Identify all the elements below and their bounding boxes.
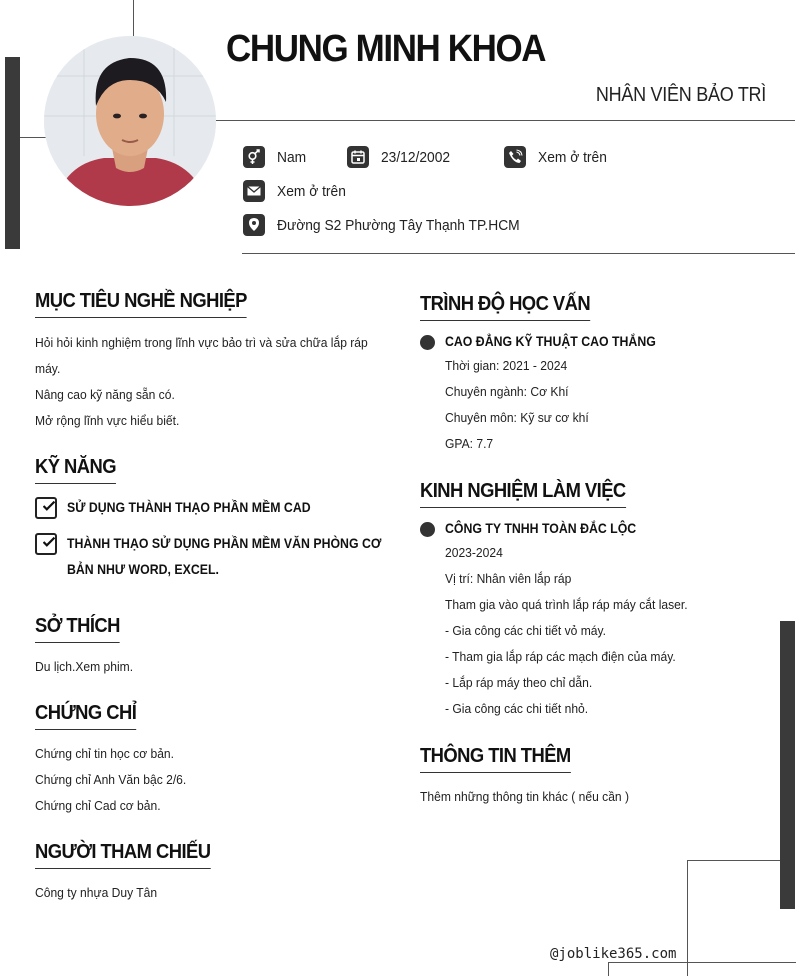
extra-info-line: Thêm những thông tin khác ( nếu cần ) — [420, 789, 630, 804]
skills-title: KỸ NĂNG — [35, 456, 116, 484]
phone-value: Xem ở trên — [538, 148, 607, 166]
experience-line: Tham gia vào quá trình lắp ráp máy cắt laser. — [445, 597, 688, 612]
experience-line: - Tham gia lắp ráp các mạch điện của máy. — [445, 649, 676, 664]
skill-item — [35, 533, 424, 582]
contact-birthday — [347, 146, 456, 168]
mail-icon — [243, 180, 265, 202]
experience-title: KINH NGHIỆM LÀM VIỆC — [420, 480, 626, 508]
hobbies-text — [35, 654, 133, 680]
contact-email — [243, 180, 352, 202]
watermark: @joblike365.com — [550, 946, 677, 962]
checkbox-checked-icon — [35, 533, 57, 555]
bottom-tick — [608, 962, 609, 976]
profile-photo — [44, 36, 216, 206]
objective-line: máy. — [35, 361, 61, 376]
top-vertical-line — [133, 0, 134, 36]
corner-box-top — [687, 860, 780, 861]
experience-line: - Lắp ráp máy theo chỉ dẫn. — [445, 675, 593, 690]
certificates-text — [35, 741, 186, 819]
birthday-value: 23/12/2002 — [381, 148, 451, 166]
education-details — [445, 353, 589, 457]
left-horizontal-line — [20, 137, 46, 138]
contact-gender — [243, 146, 309, 168]
skill-label: SỬ DỤNG THÀNH THẠO PHẦN MỀM CAD — [67, 499, 311, 515]
objective-text — [35, 330, 368, 434]
hobbies-title: SỞ THÍCH — [35, 615, 120, 643]
education-title: TRÌNH ĐỘ HỌC VẤN — [420, 293, 590, 321]
bullet-dot — [420, 335, 435, 350]
experience-line: 2023-2024 — [445, 545, 503, 560]
gender-value: Nam — [277, 148, 307, 166]
location-pin-icon — [243, 214, 265, 236]
certificate-line: Chứng chỉ tin học cơ bản. — [35, 746, 175, 761]
candidate-name: CHUNG MINH KHOA — [226, 28, 546, 70]
phone-icon — [504, 146, 526, 168]
extra-info-title: THÔNG TIN THÊM — [420, 745, 571, 773]
corner-box-left — [687, 860, 688, 976]
left-accent-bar — [5, 57, 20, 249]
education-line: Chuyên môn: Kỹ sư cơ khí — [445, 410, 589, 425]
experience-line: - Gia công các chi tiết vỏ máy. — [445, 623, 607, 638]
experience-details — [445, 540, 688, 722]
experience-line: - Gia công các chi tiết nhỏ. — [445, 701, 589, 716]
bottom-line — [608, 962, 796, 963]
gender-icon — [243, 146, 265, 168]
hobbies-line: Du lịch.Xem phim. — [35, 659, 134, 674]
experience-line: Vị trí: Nhân viên lắp ráp — [445, 571, 572, 586]
references-title: NGƯỜI THAM CHIẾU — [35, 841, 210, 869]
skill-label: BẢN NHƯ WORD, EXCEL. — [67, 561, 219, 577]
extra-info-text — [420, 784, 629, 810]
calendar-icon — [347, 146, 369, 168]
certificate-line: Chứng chỉ Cad cơ bản. — [35, 798, 161, 813]
contact-address — [243, 214, 541, 236]
education-line: GPA: 7.7 — [445, 436, 494, 451]
skill-label: THÀNH THẠO SỬ DỤNG PHẦN MỀM VĂN PHÒNG CƠ — [67, 535, 382, 551]
objective-line: Mở rộng lĩnh vực hiểu biết. — [35, 413, 180, 428]
reference-line: Công ty nhựa Duy Tân — [35, 885, 158, 900]
avatar — [44, 36, 216, 206]
objective-title: MỤC TIÊU NGHỀ NGHIỆP — [35, 290, 247, 318]
contact-phone — [504, 146, 613, 168]
address-value: Đường S2 Phường Tây Thạnh TP.HCM — [277, 216, 520, 234]
header-divider — [215, 120, 795, 121]
education-line: Chuyên ngành: Cơ Khí — [445, 384, 569, 399]
right-accent-bar — [780, 621, 795, 909]
certificate-line: Chứng chỉ Anh Văn bậc 2/6. — [35, 772, 187, 787]
company-name: CÔNG TY TNHH TOÀN ĐẮC LỘC — [445, 520, 637, 536]
email-value: Xem ở trên — [277, 182, 346, 200]
contact-divider — [242, 253, 795, 254]
bullet-dot — [420, 522, 435, 537]
skill-item — [35, 497, 344, 520]
school-name: CAO ĐẲNG KỸ THUẬT CAO THẮNG — [445, 333, 656, 349]
checkbox-checked-icon — [35, 497, 57, 519]
objective-line: Hỏi hỏi kinh nghiệm trong lĩnh vực bảo trì và sửa chữa lắp ráp — [35, 335, 368, 350]
certificates-title: CHỨNG CHỈ — [35, 702, 136, 730]
job-title: NHÂN VIÊN BẢO TRÌ — [595, 84, 766, 106]
references-text — [35, 880, 157, 906]
objective-line: Nâng cao kỹ năng sẵn có. — [35, 387, 175, 402]
education-line: Thời gian: 2021 - 2024 — [445, 358, 568, 373]
